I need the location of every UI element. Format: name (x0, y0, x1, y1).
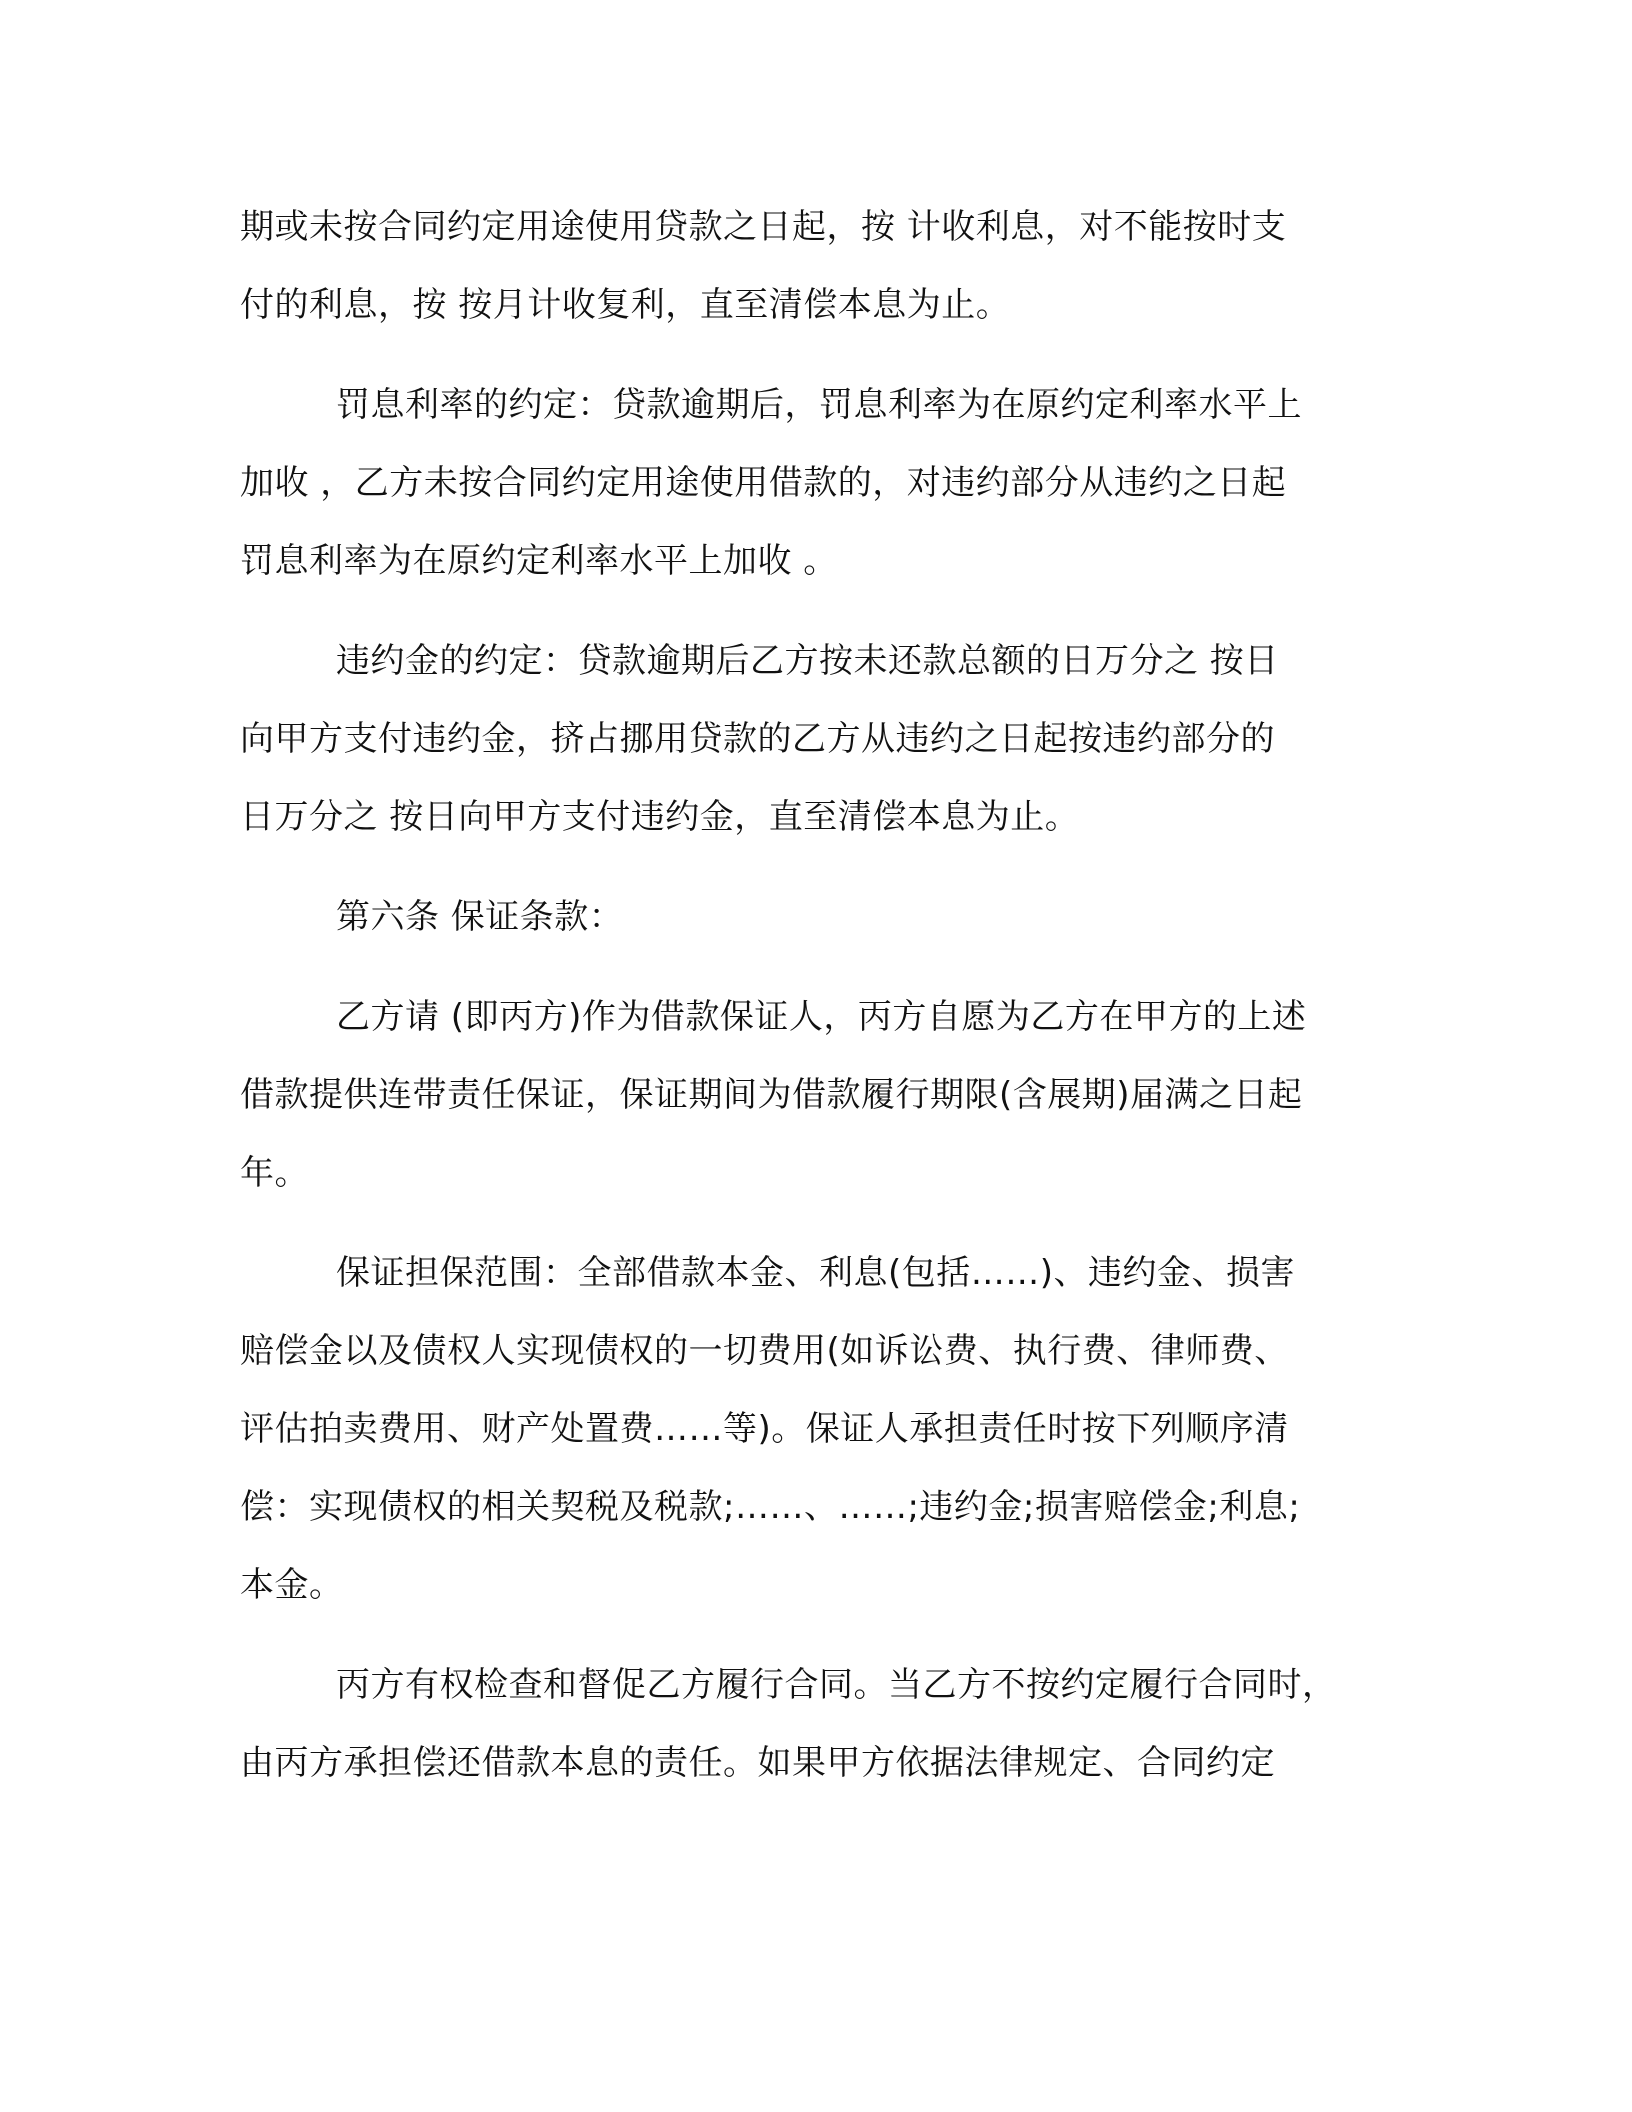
text-line: 年。 (240, 1153, 309, 1193)
text-line: 借款提供连带责任保证，保证期间为借款履行期限(含展期)届满之日起 (240, 1075, 1303, 1115)
text-line: 保证担保范围：全部借款本金、利息(包括……)、违约金、损害 (336, 1253, 1296, 1293)
text-line: 第六条 保证条款： (336, 897, 624, 937)
text-line: 由丙方承担偿还借款本息的责任。如果甲方依据法律规定、合同约定 (240, 1743, 1275, 1783)
article-six-heading (240, 878, 1400, 956)
text-line: 评估拍卖费用、财产处置费……等)。保证人承担责任时按下列顺序清 (240, 1409, 1289, 1449)
text-line: 付的利息，按 按月计收复利，直至清偿本息为止。 (240, 285, 1011, 325)
text-line: 乙方请 (即丙方)作为借款保证人，丙方自愿为乙方在甲方的上述 (336, 997, 1307, 1037)
paragraph-guarantee-scope (240, 1234, 1400, 1624)
text-line: 向甲方支付违约金，挤占挪用贷款的乙方从违约之日起按违约部分的 (240, 719, 1275, 759)
paragraph-penalty-rate (240, 366, 1400, 600)
text-line: 本金。 (240, 1565, 344, 1605)
text-line: 违约金的约定：贷款逾期后乙方按未还款总额的日万分之 按日 (336, 641, 1279, 681)
text-line: 罚息利率为在原约定利率水平上加收 。 (240, 541, 838, 581)
text-line: 赔偿金以及债权人实现债权的一切费用(如诉讼费、执行费、律师费、 (240, 1331, 1289, 1371)
text-line: 期或未按合同约定用途使用贷款之日起，按 计收利息，对不能按时支 (240, 207, 1287, 247)
text-line: 加收 ，乙方未按合同约定用途使用借款的，对违约部分从违约之日起 (240, 463, 1287, 503)
text-line: 偿：实现债权的相关契税及税款;……、……;违约金;损害赔偿金;利息; (240, 1487, 1301, 1527)
paragraph-guarantor-rights (240, 1646, 1400, 1802)
paragraph-interest (240, 188, 1400, 344)
text-line: 日万分之 按日向甲方支付违约金，直至清偿本息为止。 (240, 797, 1080, 837)
paragraph-liquidated-damages (240, 622, 1400, 856)
paragraph-guarantor (240, 978, 1400, 1212)
text-line: 丙方有权检查和督促乙方履行合同。当乙方不按约定履行合同时， (336, 1665, 1337, 1705)
text-line: 罚息利率的约定：贷款逾期后，罚息利率为在原约定利率水平上 (336, 385, 1302, 425)
document-body (240, 188, 1400, 1802)
